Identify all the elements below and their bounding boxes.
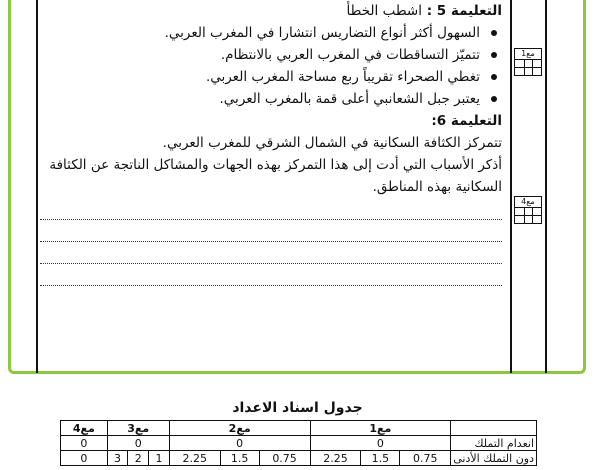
table-cell: 0 (169, 436, 310, 451)
answer-line[interactable] (40, 198, 502, 220)
criteria-column-divider (510, 0, 512, 373)
header-cell: مع2 (169, 421, 310, 436)
criteria-column-divider-outer (545, 0, 547, 373)
row-label: دون التملك الأدنى (451, 451, 537, 466)
table-row (61, 451, 537, 466)
left-border-line (36, 0, 38, 373)
table-cell: 1.5 (220, 451, 259, 466)
criteria-grid (515, 60, 541, 75)
header-cell (451, 421, 537, 436)
grading-table (60, 420, 537, 466)
table-header-row (61, 421, 537, 436)
table-cell: 0.75 (400, 451, 451, 466)
header-cell: مع1 (310, 421, 451, 436)
answer-line[interactable] (40, 220, 502, 242)
criteria-box-4 (514, 196, 542, 224)
list-item: تتميّز التساقطات في المغرب العربي بالانتظام. (40, 44, 480, 66)
exercise-content (40, 0, 502, 286)
instruction-5-list (40, 22, 502, 110)
criteria-box-label: مع1 (515, 49, 541, 60)
table-cell: 2.25 (169, 451, 220, 466)
table-cell: 2 (128, 451, 149, 466)
table-cell: 1.5 (361, 451, 400, 466)
instruction-5-title: التعليمة 5 : (426, 3, 502, 19)
list-item: تغطي الصحراء تقريباً ربع مساحة المغرب العربي. (40, 66, 480, 88)
instruction-6-text-2: أذكر الأسباب التي أدت إلى هذا التمركز بهذه الجهات والمشاكل الناتجة عن الكثافة السكانية بهذه المناطق. (49, 157, 502, 195)
list-item: السهول أكثر أنواع التضاريس انتشارا في المغرب العربي. (40, 22, 480, 44)
table-cell: 0 (61, 451, 108, 466)
header-cell: مع4 (61, 421, 108, 436)
instruction-5-heading (40, 0, 502, 22)
table-row (61, 436, 537, 451)
criteria-box-label: مع4 (515, 197, 541, 208)
table-cell: 0 (107, 436, 169, 451)
header-cell: مع3 (107, 421, 169, 436)
criteria-box-1 (514, 48, 542, 76)
row-label: انعدام التملك (451, 436, 537, 451)
table-cell: 3 (107, 451, 128, 466)
table-cell: 1 (149, 451, 170, 466)
instruction-6-title: التعليمة 6: (431, 113, 502, 129)
table-cell: 2.25 (310, 451, 361, 466)
table-cell: 0 (310, 436, 451, 451)
table-title: جدول اسناد الاعداد (232, 400, 363, 416)
criteria-grid (515, 208, 541, 223)
answer-line[interactable] (40, 242, 502, 264)
table-cell: 0 (61, 436, 108, 451)
answer-line[interactable] (40, 264, 502, 286)
instruction-6-text-1: تتمركز الكثافة السكانية في الشمال الشرقي للمغرب العربي. (162, 135, 502, 151)
instruction-5-subtitle: اشطب الخطأ (346, 3, 422, 19)
table-cell: 0.75 (259, 451, 310, 466)
list-item: يعتبر جبل الشعانبي أعلى قمة بالمغرب العربي. (40, 88, 480, 110)
